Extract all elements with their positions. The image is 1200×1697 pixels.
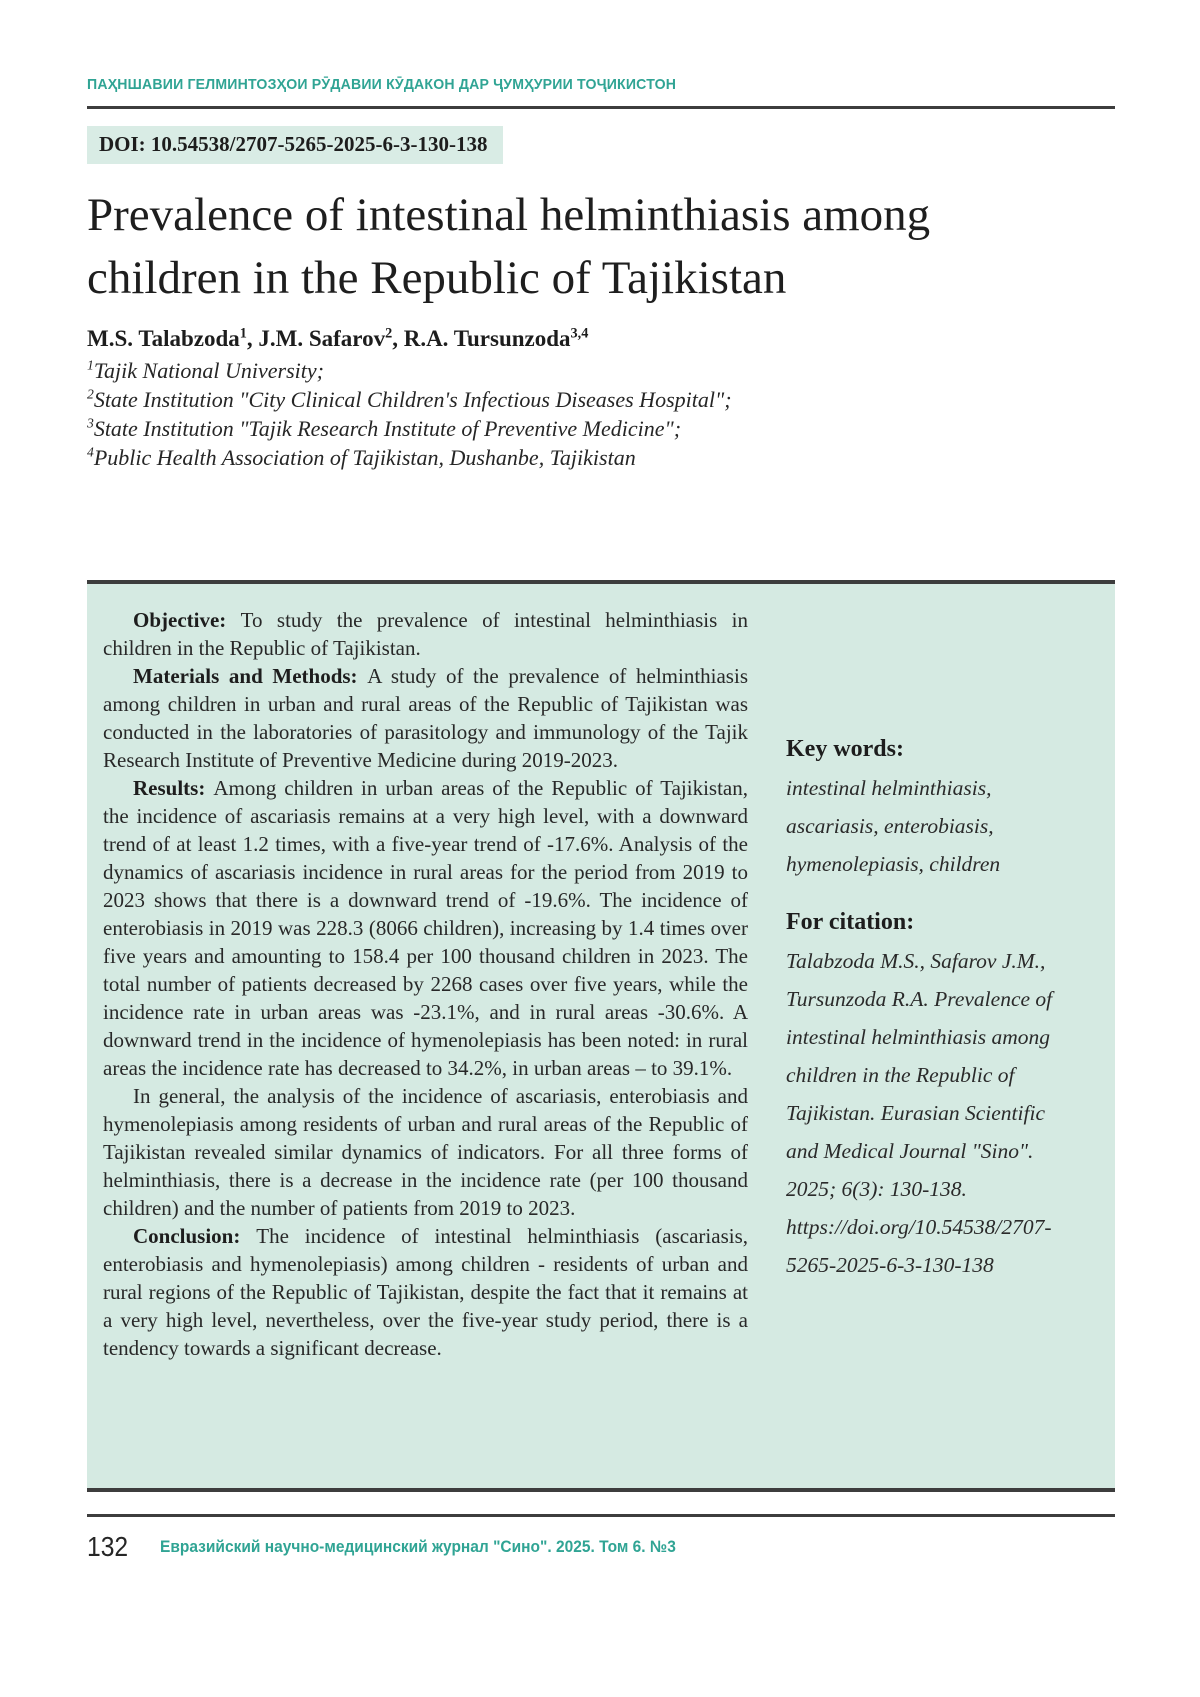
abstract-paragraphs [103,606,748,1458]
abstract-box [87,580,1115,1492]
abstract-paragraph: Results: Among children in urban areas of the Republic of Tajikistan, the incidence of ascariasis remains at a very high level, with a downward trend of at least 1.2 times, with a five-year trend of -17.6%. Analysis of the dynamics of ascariasis incidence in rural areas for the period from 2019 to 2023 shows that there is a downward trend of -19.6%. The incidence of enterobiasis in 2019 was 228.3 (8066 children), increasing by 1.4 times over five years and amounting to 158.4 per 100 thousand children in 2023. The total number of patients decreased by 2268 cases over five years, while the incidence rate in urban areas was -23.1%, and in rural areas -30.6%. A downward trend in the incidence of hymenolepiasis has been noted: in rural areas the incidence rate has decreased to 34.2%, in urban areas – to 39.1%. [103,776,748,1080]
footer-rule [87,1514,1115,1517]
affiliation-line: $^1$Tajik National University; [87,357,324,383]
page-number: 132 [87,1531,129,1562]
abstract-paragraph: Conclusion: The incidence of intestinal helminthiasis (ascariasis, enterobiasis and hymenolepiasis) among children - residents of urban and rural regions of the Republic of Tajikistan, despite the fact that it remains at a very high level, nevertheless, over the five-year study period, there is a tendency towards a significant decrease. [103,1224,749,1360]
affiliation-line: $^4$Public Health Association of Tajikistan, Dushanbe, Tajikistan [87,444,636,470]
citation-heading: For citation: [786,909,915,935]
keywords-text: intestinal helminthiasis, ascariasis, enterobiasis, hymenolepiasis, children [786,776,1001,876]
citation-text: Talabzoda M.S., Safarov J.M., Tursunzoda R.A. Prevalence of intestinal helminthiasis among children in the Republic of Tajikistan. Eurasian Scientific and Medical Journal "Sino". 2025; 6(3): 130-138. https://doi.org/10.54538/2707-5265-2025-6-3-130-138 [786,949,1053,1277]
doi-badge: DOI: 10.54538/2707-5265-2025-6-3-130-138 [87,126,503,164]
authors-line: M.S. Talabzoda$^1$, J.M. Safarov$^2$, R.A. Tursunzoda$^{3,4}$ [87,325,589,351]
abstract-sidebar [786,606,1056,1458]
citation-block [786,909,1056,1284]
abstract-paragraph: Objective: To study the prevalence of intestinal helminthiasis in children in the Republic of Tajikistan. [103,608,749,660]
affiliation-line: $^2$State Institution "City Clinical Children's Infectious Diseases Hospital"; [87,386,732,412]
running-head: ПАҲНШАВИИ ГЕЛМИНТОЗҲОИ РӮДАВИИ КӮДАКОН ДАР ҶУМҲУРИИ ТОҶИКИСТОН [87,76,677,93]
abstract-paragraph: Materials and Methods: A study of the prevalence of helminthiasis among children in urban and rural areas of the Republic of Tajikistan was conducted in the laboratories of parasitology and immunology of the Tajik Research Institute of Preventive Medicine during 2019-2023. [103,664,748,772]
keywords-heading: Key words: [786,736,904,762]
affiliation-line: $^3$State Institution "Tajik Research Institute of Preventive Medicine"; [87,415,682,441]
abstract-paragraph: In general, the analysis of the incidence of ascariasis, enterobiasis and hymenolepiasis among residents of urban and rural areas of the Republic of Tajikistan revealed similar dynamics of indicators. For all three forms of helminthiasis, there is a decrease in the incidence rate (per 100 thousand children) and the number of patients from 2019 to 2023. [103,1084,748,1220]
header-rule [87,106,1115,109]
footer-journal-info: Евразийский научно-медицинский журнал "Сино". 2025. Том 6. №3 [159,1537,676,1556]
affiliations [87,356,1115,472]
keywords-block [786,736,1056,883]
page-title: Prevalence of intestinal helminthiasis among children in the Republic of Tajikistan [87,189,931,304]
footer [87,1531,1115,1563]
